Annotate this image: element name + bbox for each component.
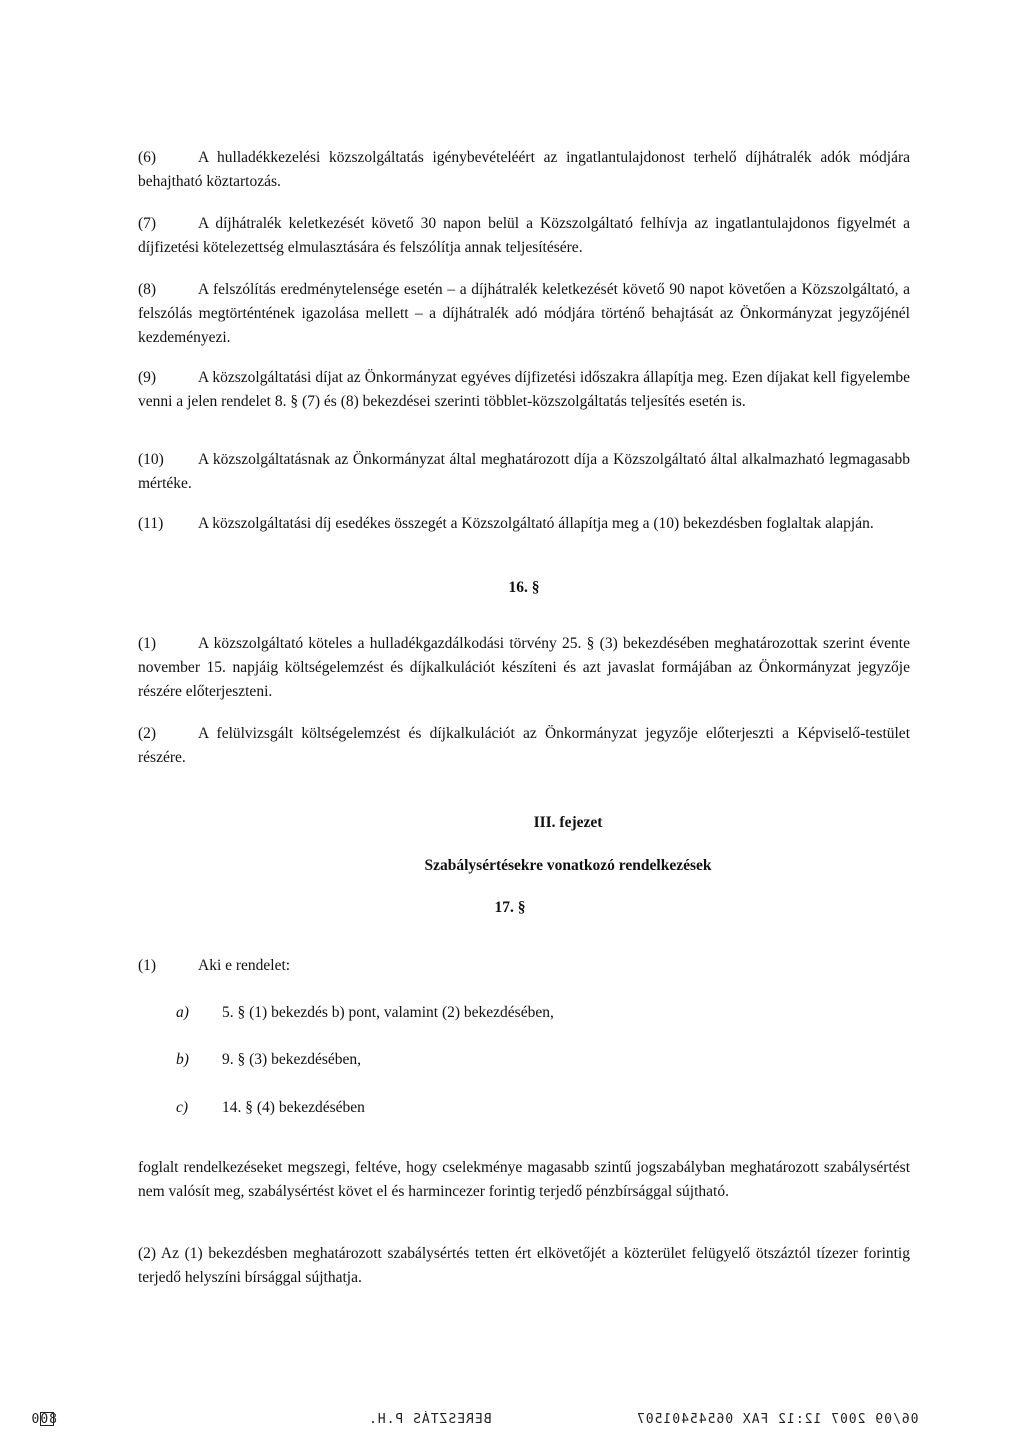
- section-16-heading: 16. §: [508, 579, 540, 596]
- paragraph-number: (8): [138, 281, 157, 298]
- paragraph-number: (9): [138, 369, 157, 386]
- list-item-label: b): [176, 1051, 189, 1068]
- fax-page-text: 008: [31, 1412, 58, 1427]
- paragraph-8: [138, 278, 910, 350]
- paragraph-text: A közszolgáltató köteles a hulladékgazdálkodási törvény 25. § (3) bekezdésében meghatározottak szerint évente november 15. napjáig költségelemzést és díjkalkulációt készíteni és azt javaslat formájában az Önkormányzat jegyzője részére előterjeszteni.: [138, 635, 910, 700]
- list-item-text: 5. § (1) bekezdés b) pont, valamint (2) bekezdésében,: [222, 1004, 554, 1021]
- paragraph-number: (10): [138, 451, 164, 468]
- paragraph-text: A közszolgáltatási díj esedékes összegét a Közszolgáltató állapítja meg a (10) bekezdésben foglaltak alapján.: [198, 515, 874, 532]
- section-17-paragraph-2: (2) Az (1) bekezdésben meghatározott szabálysértés tetten ért elkövetőjét a közterület felügyelő ötszáztól tízezer forintig terjedő helyszíni bírsággal sújthatja.: [138, 1245, 910, 1286]
- paragraph-text: A felülvizsgált költségelemzést és díjkalkulációt az Önkormányzat jegyzője előterjeszti a Képviselő-testület részére.: [138, 725, 910, 766]
- list-item-label: c): [176, 1099, 189, 1116]
- section-17-paragraph-1-closing: foglalt rendelkezéseket megszegi, feltéve, hogy cselekménye magasabb szintű jogszabályban meghatározott szabálysértést nem valósít meg, szabálysértést követ el és harmincezer forintig terjedő pénzbírsággal sújtható.: [138, 1159, 910, 1200]
- paragraph-number: (11): [138, 515, 164, 532]
- fax-icon: [40, 1412, 54, 1426]
- paragraph-number: (7): [138, 215, 157, 232]
- paragraph-number: (1): [138, 957, 157, 974]
- paragraph-text: A közszolgáltatási díjat az Önkormányzat egyéves díjfizetési időszakra állapítja meg. Ezen díjakat kell figyelembe venni a jelen rendelet 8. § (7) és (8) bekezdései szerinti többlet-közszolgáltatás teljesítés esetén is.: [138, 369, 910, 410]
- list-item-text: 9. § (3) bekezdésében,: [222, 1051, 362, 1068]
- fax-sender-name: BERESZTÁS P.H.: [368, 1412, 492, 1427]
- fax-header-strip: [0, 1412, 1024, 1434]
- paragraph-text: Aki e rendelet:: [198, 957, 291, 974]
- section-17-paragraph-1-intro: [138, 954, 290, 978]
- paragraph-10: [138, 448, 910, 496]
- paragraph-6: [138, 146, 910, 194]
- list-item: [176, 1096, 365, 1120]
- list-item-label: a): [176, 1004, 189, 1021]
- paragraph-number: (6): [138, 149, 157, 166]
- paragraph-text: A közszolgáltatásnak az Önkormányzat által meghatározott díja a Közszolgáltató által alkalmazható legmagasabb mértéke.: [138, 451, 910, 492]
- list-item: [176, 1048, 361, 1072]
- section-16-paragraph-2: [138, 722, 910, 770]
- section-16-paragraph-1: [138, 632, 910, 704]
- list-item: [176, 1001, 554, 1025]
- paragraph-number: (1): [138, 635, 157, 652]
- paragraph-9: [138, 366, 910, 414]
- paragraph-text: A felszólítás eredménytelensége esetén – a díjhátralék keletkezését követő 90 napot követően a Közszolgáltató, a felszólás megtörténtének igazolása mellett – a díjhátralék adó módjára történő behajtását az Önkormányzat jegyzőjénél kezdeményezi.: [138, 281, 910, 346]
- chapter-title: III. fejezet: [533, 814, 603, 831]
- paragraph-11: [138, 512, 910, 536]
- paragraph-7: [138, 212, 910, 260]
- chapter-subtitle: Szabálysértésekre vonatkozó rendelkezések: [424, 857, 712, 874]
- paragraph-text: A díjhátralék keletkezését követő 30 napon belül a Közszolgáltató felhívja az ingatlantulajdonos figyelmét a díjfizetési kötelezettség elmulasztására és felszólítja annak teljesítésére.: [138, 215, 910, 256]
- list-item-text: 14. § (4) bekezdésében: [222, 1099, 365, 1116]
- paragraph-number: (2): [138, 725, 157, 742]
- fax-datetime-number: 06/09 2007 12:12 FAX 06545401507: [636, 1412, 919, 1427]
- paragraph-text: A hulladékkezelési közszolgáltatás igénybevételéért az ingatlantulajdonost terhelő díjhátralék adók módjára behajtható köztartozás.: [138, 149, 910, 190]
- section-17-heading: 17. §: [494, 899, 526, 916]
